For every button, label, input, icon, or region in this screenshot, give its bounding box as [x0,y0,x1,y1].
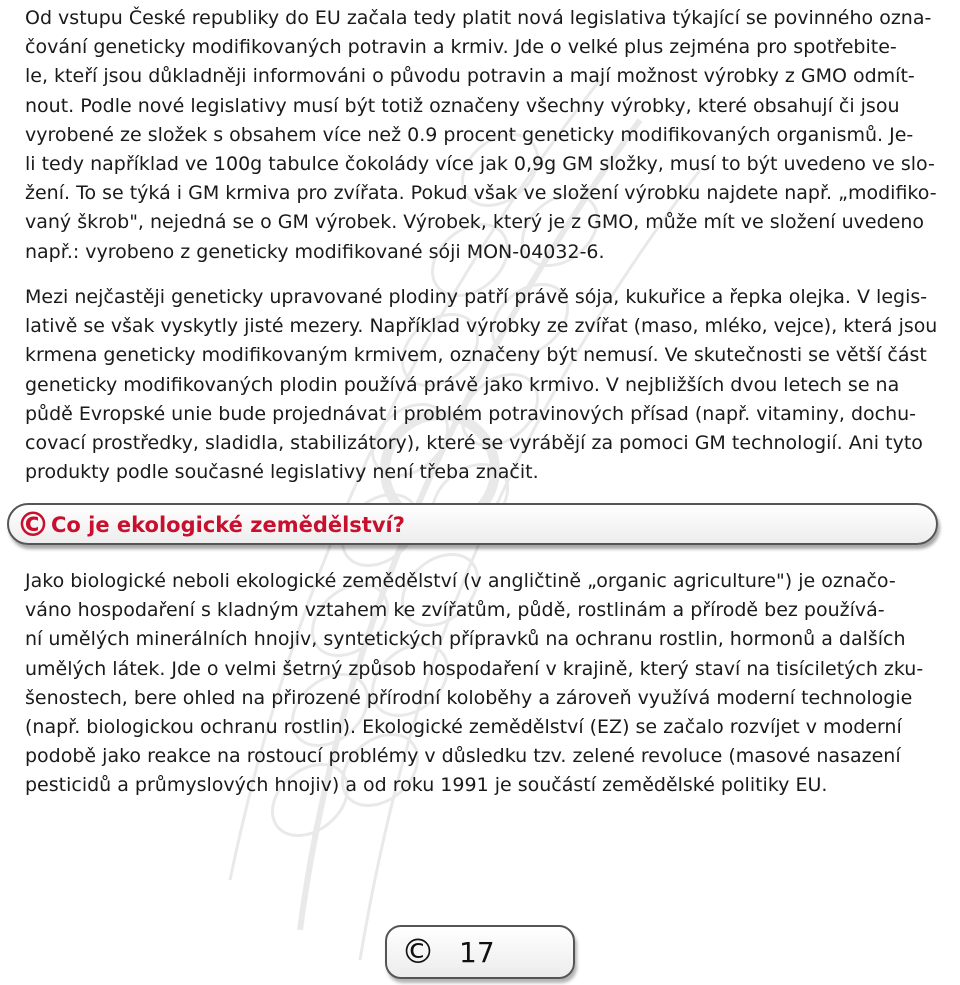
text-line: pesticidů a průmyslových hnojiv) a od roku 1991 je součástí zemědělské politiky EU. [25,774,828,797]
section-heading-banner [7,503,938,545]
text-line: Od vstupu České republiky do EU začala tedy platit nová legislativa týkající se povinného ozna- [25,7,932,29]
paragraph-gmo-legislation [25,4,935,267]
text-line: krmena geneticky modifikovaným krmivem, označeny být nemusí. Ve skutečnosti se větší část [25,344,927,367]
text-line: covací prostředky, sladidla, stabilizátory), které se vyrábějí za pomoci GM technologií. Ani tyto [25,432,923,455]
text-line: žení. To se týká i GM krmiva pro zvířata. Pokud však ve složení výrobku najdete např. „modifiko- [25,182,937,205]
section-heading-title: Co je ekologické zemědělství? [51,513,405,537]
page-number-badge [385,925,575,979]
copyright-icon: © [16,505,50,545]
text-line: ní umělých minerálních hnojiv, syntetických přípravků na ochranu rostlin, hormonů a dalších [25,628,906,651]
text-line: lativě se však vyskytly jisté mezery. Například výrobky ze zvířat (maso, mléko, vejce), která jsou [25,315,938,338]
text-line: Jako biologické neboli ekologické zemědělství (v angličtině „organic agriculture") je označo- [25,570,896,592]
text-line: geneticky modifikovaných plodin používá právě jako krmivo. V nejbližších dvou letech se na [25,373,900,396]
text-line: le, kteří jsou důkladněji informováni o původu potravin a mají možnost výrobky z GMO odmít- [25,65,915,88]
page-number: 17 [459,936,495,969]
text-line: čování geneticky modifikovaných potravin a krmiv. Jde o velké plus zejména pro spotřebite- [25,36,897,59]
text-line: umělých látek. Jde o velmi šetrný způsob hospodaření v krajině, který staví na tisíciletých zku- [25,657,924,680]
text-line: půdě Evropské unie bude projednávat i problém potravinových přísad (např. vitaminy, dochu- [25,402,917,425]
text-line: (např. biologickou ochranu rostlin). Ekologické zemědělství (EZ) se začalo rozvíjet v moderní [25,716,902,739]
text-line: šenostech, bere ohled na přirozené přírodní koloběhy a zároveň využívá moderní technologie [25,686,913,709]
text-line: vaný škrob", nejedná se o GM výrobek. Výrobek, který je z GMO, může mít ve složení uvedeno [25,211,924,234]
paragraph-gm-crops [25,283,938,487]
text-line: např.: vyrobeno z geneticky modifikované sóji MON-04032-6. [25,240,605,263]
text-line: vyrobené ze složek s obsahem více než 0.9 procent geneticky modifikovaných organismů. Je- [25,123,914,146]
text-line: podobě jako reakce na rostoucí problémy v důsledku tzv. zelené revoluce (masové nasazení [25,745,901,768]
text-line: li tedy například ve 100g tabulce čokolády více jak 0,9g GM složky, musí to být uvedeno ve slo- [25,153,935,176]
text-line: Mezi nejčastěji geneticky upravované plodiny patří právě sója, kukuřice a řepka olejka. V legis- [25,286,928,308]
text-line: produkty podle současné legislativy není třeba značit. [25,461,539,484]
text-line: nout. Podle nové legislativy musí být totiž označeny všechny výrobky, které obsahují či jsou [25,94,900,117]
copyright-icon: © [401,932,435,972]
paragraph-organic-farming [25,567,935,801]
text-line: váno hospodaření s kladným vztahem ke zvířatům, půdě, rostlinám a přírodě bez používá- [25,599,885,622]
